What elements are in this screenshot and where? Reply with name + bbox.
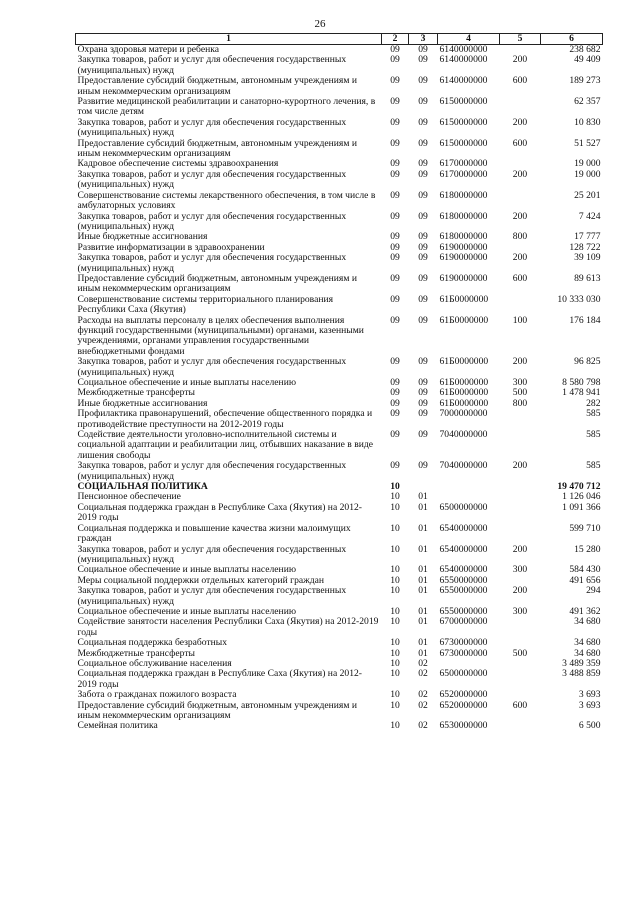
row-amount: 585 (586, 408, 601, 420)
row-subsection-code: 09 (418, 75, 428, 87)
row-section-code: 10 (390, 522, 400, 534)
row-name: Предоставление субсидий бюджетным, автономным учреждениям и иным некоммерческим организациям (77, 699, 357, 721)
header-col-2: 2 (382, 34, 409, 45)
row-expense-type (500, 482, 541, 492)
row-target-article: 6550000000 (439, 574, 488, 586)
row-expense-type: 600 (512, 699, 528, 711)
row-subsection-code: 01 (418, 616, 428, 628)
row-name: Социальное обеспечение и иные выплаты населению (77, 377, 296, 388)
row-section-code: 10 (390, 637, 400, 649)
table-row (76, 669, 603, 690)
row-section-code: 10 (390, 574, 400, 586)
row-subsection-code: 09 (418, 54, 428, 66)
table-row (76, 97, 603, 118)
row-expense-type: 500 (512, 387, 528, 399)
row-amount: 491 362 (569, 605, 601, 617)
row-expense-type: 200 (512, 252, 528, 264)
table-row (76, 721, 603, 731)
row-name: Закупка товаров, работ и услуг для обеспечения государственных (муниципальных) нужд (77, 356, 347, 378)
row-name: Закупка товаров, работ и услуг для обеспечения государственных (муниципальных) нужд (77, 252, 347, 274)
row-expense-type (500, 503, 541, 524)
row-target-article: 6550000000 (439, 585, 488, 597)
row-subsection-code: 09 (418, 96, 428, 108)
row-amount: 6 500 (578, 720, 601, 732)
row-subsection-code: 09 (418, 210, 428, 222)
row-section-code: 09 (390, 44, 400, 55)
row-subsection-code: 01 (418, 522, 428, 534)
row-name: Закупка товаров, работ и услуг для обеспечения государственных (муниципальных) нужд (77, 54, 347, 76)
table-row (76, 139, 603, 160)
row-target-article: 6540000000 (439, 564, 488, 576)
row-subsection-code: 01 (418, 574, 428, 586)
row-amount: 7 424 (578, 210, 601, 222)
row-amount: 3 693 (578, 689, 601, 701)
row-target-article: 7040000000 (439, 460, 488, 472)
row-expense-type (500, 669, 541, 690)
row-name: Социальное обеспечение и иные выплаты населению (77, 564, 296, 576)
row-name: Предоставление субсидий бюджетным, автономным учреждениям и иным некоммерческим организациям (77, 137, 357, 160)
header-col-6: 6 (541, 34, 603, 45)
row-subsection-code: 09 (418, 293, 428, 305)
row-section-code: 10 (390, 481, 400, 493)
row-expense-type: 100 (512, 314, 528, 326)
table-row (76, 212, 603, 233)
row-subsection-code: 02 (418, 699, 428, 711)
row-target-article: 61Б0000000 (439, 397, 489, 409)
row-subsection-code: 09 (418, 356, 428, 368)
row-section-code: 10 (390, 543, 400, 555)
row-name: Пенсионное обеспечение (77, 491, 181, 503)
row-subsection-code: 01 (418, 564, 428, 576)
row-name: Социальная поддержка граждан в Республике Саха (Якутия) на 2012-2019 годы (77, 501, 362, 524)
table-row (76, 701, 603, 722)
row-section-code: 09 (390, 387, 400, 399)
row-target-article: 6500000000 (439, 501, 488, 513)
row-target-article (438, 482, 500, 492)
row-section-code: 09 (390, 293, 400, 305)
row-expense-type: 500 (512, 647, 528, 659)
row-section-code: 09 (390, 429, 400, 441)
row-name: Иные бюджетные ассигнования (77, 231, 208, 243)
row-name: Профилактика правонарушений, обеспечение общественного порядка и противодействие преступности на 2012-2019 годы (77, 408, 373, 430)
row-subsection-code: 02 (418, 689, 428, 701)
row-target-article: 6140000000 (439, 75, 488, 87)
row-target-article: 6540000000 (439, 543, 488, 555)
table-row (76, 430, 603, 461)
row-section-code: 09 (390, 54, 400, 66)
table-header-row (76, 34, 603, 45)
row-amount: 34 680 (574, 637, 601, 649)
row-expense-type (500, 409, 541, 430)
table-row (76, 76, 603, 97)
row-amount: 15 280 (574, 543, 601, 555)
table-row (76, 586, 603, 607)
row-name: Предоставление субсидий бюджетным, автономным учреждениям и иным некоммерческим организациям (77, 75, 357, 97)
row-expense-type (500, 721, 541, 731)
row-expense-type: 800 (512, 397, 528, 409)
row-section-code: 09 (390, 168, 400, 180)
row-section-code: 10 (390, 668, 400, 680)
row-name: Содействие занятости населения Республики Саха (Якутия) на 2012-2019 годы (77, 616, 379, 638)
row-amount: 585 (586, 460, 601, 472)
row-section-code: 09 (390, 75, 400, 87)
row-subsection-code: 02 (418, 720, 428, 732)
row-subsection-code: 01 (418, 501, 428, 513)
row-name: Совершенствование системы территориального планирования Республики Саха (Якутия) (77, 293, 334, 316)
row-section-code: 10 (390, 699, 400, 711)
row-section-code: 10 (390, 491, 400, 503)
row-amount: 176 184 (569, 314, 601, 326)
row-name: Закупка товаров, работ и услуг для обеспечения государственных (муниципальных) нужд (77, 585, 347, 607)
row-name: Забота о гражданах пожилого возраста (77, 689, 237, 701)
row-section-code: 10 (390, 501, 400, 513)
row-amount: 1 478 941 (562, 387, 601, 399)
row-name: Иные бюджетные ассигнования (77, 397, 208, 409)
row-target-article: 6730000000 (439, 647, 488, 659)
row-target-article: 7040000000 (439, 429, 488, 441)
row-section-code: 10 (390, 605, 400, 617)
row-target-article: 6150000000 (439, 96, 488, 108)
row-target-article: 61Б0000000 (439, 314, 489, 326)
row-section-code: 10 (390, 564, 400, 576)
table-row (76, 461, 603, 482)
row-subsection-code: 09 (418, 168, 428, 180)
row-amount: 584 430 (569, 564, 601, 576)
row-expense-type: 800 (512, 231, 528, 243)
row-section-code: 10 (390, 657, 400, 669)
row-amount: 25 201 (574, 189, 601, 201)
row-target-article: 6520000000 (439, 689, 488, 701)
row-name: Социальное обслуживание населения (77, 657, 232, 669)
row-section-code: 10 (390, 720, 400, 732)
row-name: Социальная поддержка граждан в Республике Саха (Якутия) на 2012-2019 годы (77, 668, 362, 690)
row-amount: 62 357 (574, 96, 601, 108)
table-row (76, 503, 603, 524)
row-expense-type: 200 (512, 585, 528, 597)
row-target-article: 6190000000 (439, 241, 488, 253)
row-name: Развитие информатизации в здравоохранении (77, 241, 265, 253)
row-name: Социальная поддержка и повышение качества жизни малоимущих граждан (77, 522, 351, 545)
row-target-article: 6550000000 (439, 605, 488, 617)
row-target-article: 7000000000 (439, 408, 488, 420)
header-col-1: 1 (76, 34, 382, 45)
row-expense-type: 200 (512, 168, 528, 180)
row-section-code: 10 (390, 585, 400, 597)
row-expense-type: 200 (512, 210, 528, 222)
row-section-code: 09 (390, 397, 400, 409)
row-subsection-code: 09 (418, 189, 428, 201)
table-row (76, 316, 603, 358)
row-name: Содействие деятельности уголовно-исполнительной системы и социальной адаптации и реабилитации лиц, отбывших наказание в виде лишения свободы (77, 429, 373, 461)
row-target-article: 6150000000 (439, 116, 488, 128)
row-amount: 34 680 (574, 616, 601, 628)
row-target-article: 61Б0000000 (439, 387, 489, 399)
row-target-article: 6190000000 (439, 252, 488, 264)
row-target-article: 6180000000 (439, 189, 488, 201)
row-target-article: 6730000000 (439, 637, 488, 649)
row-subsection-code: 02 (418, 668, 428, 680)
page-number: 26 (314, 18, 326, 30)
row-target-article: 6180000000 (439, 210, 488, 222)
row-name: Предоставление субсидий бюджетным, автономным учреждениям и иным некоммерческим организациям (77, 272, 357, 295)
row-target-article: 6170000000 (439, 158, 488, 170)
row-section-code: 09 (390, 210, 400, 222)
row-target-article: 6180000000 (439, 231, 488, 243)
row-amount: 34 680 (574, 647, 601, 659)
row-name: Межбюджетные трансферты (77, 387, 195, 399)
row-amount: 96 825 (574, 356, 601, 368)
row-name: Социальное обеспечение и иные выплаты населению (77, 605, 296, 617)
table-row (76, 191, 603, 212)
row-expense-type: 600 (512, 137, 528, 149)
row-name: Кадровое обеспечение системы здравоохранения (77, 158, 279, 170)
row-expense-type: 200 (512, 116, 528, 128)
row-amount: 39 109 (574, 252, 601, 264)
row-target-article: 6170000000 (439, 168, 488, 180)
row-target-article: 6540000000 (439, 522, 488, 534)
row-subsection-code: 09 (418, 460, 428, 472)
row-name: СОЦИАЛЬНАЯ ПОЛИТИКА (77, 481, 208, 493)
row-section-code: 09 (390, 137, 400, 149)
row-amount: 89 613 (574, 272, 601, 284)
row-target-article: 61Б0000000 (439, 293, 489, 305)
row-subsection-code: 09 (418, 387, 428, 399)
row-expense-type (500, 617, 541, 638)
row-expense-type (500, 191, 541, 212)
row-subsection-code: 09 (418, 44, 428, 55)
row-expense-type (500, 295, 541, 316)
row-subsection-code: 09 (418, 231, 428, 243)
row-expense-type (500, 524, 541, 545)
row-subsection-code: 01 (418, 543, 428, 555)
row-amount: 3 693 (578, 699, 601, 711)
row-subsection-code: 09 (418, 116, 428, 128)
table-row (76, 170, 603, 191)
table-row (76, 545, 603, 566)
row-section-code: 09 (390, 408, 400, 420)
row-subsection-code: 09 (418, 252, 428, 264)
row-expense-type (500, 97, 541, 118)
table-row (76, 55, 603, 76)
table-row (76, 357, 603, 378)
row-target-article: 6140000000 (439, 44, 488, 55)
table-row (76, 295, 603, 316)
table-row (76, 409, 603, 430)
row-subsection-code: 09 (418, 314, 428, 326)
row-expense-type: 300 (512, 564, 528, 576)
row-expense-type: 300 (512, 605, 528, 617)
row-subsection-code: 02 (418, 657, 428, 669)
row-expense-type: 200 (512, 54, 528, 66)
row-amount: 3 488 859 (562, 668, 601, 680)
row-section-code: 09 (390, 356, 400, 368)
row-amount: 1 091 366 (562, 501, 601, 513)
row-subsection-code: 09 (418, 429, 428, 441)
row-expense-type (500, 430, 541, 461)
row-section-code: 09 (390, 231, 400, 243)
row-name: Закупка товаров, работ и услуг для обеспечения государственных (муниципальных) нужд (77, 210, 347, 232)
header-col-4: 4 (438, 34, 500, 45)
row-name: Семейная политика (77, 720, 158, 732)
table-row (76, 253, 603, 274)
row-expense-type: 600 (512, 75, 528, 87)
row-target-article: 6150000000 (439, 137, 488, 149)
row-subsection-code: 01 (418, 647, 428, 659)
row-target-article: 6190000000 (439, 272, 488, 284)
table-row (76, 524, 603, 545)
row-target-article: 6520000000 (439, 699, 488, 711)
row-name: Совершенствование системы лекарственного обеспечения, в том числе в амбулаторных условиях (77, 189, 376, 212)
header-col-5: 5 (500, 34, 541, 45)
row-subsection-code: 01 (418, 605, 428, 617)
row-amount: 3 489 359 (562, 657, 601, 669)
row-section-code: 10 (390, 616, 400, 628)
row-section-code: 09 (390, 158, 400, 170)
row-target-article: 61Б0000000 (439, 377, 489, 388)
row-expense-type: 300 (512, 377, 528, 388)
row-target-article: 6140000000 (439, 54, 488, 66)
row-subsection-code: 09 (418, 408, 428, 420)
row-section-code: 10 (390, 689, 400, 701)
row-name: Меры социальной поддержки отдельных категорий граждан (77, 574, 325, 586)
row-section-code: 10 (390, 647, 400, 659)
row-amount: 294 (586, 585, 601, 597)
row-section-code: 09 (390, 96, 400, 108)
row-amount: 238 682 (569, 44, 601, 55)
row-name: Закупка товаров, работ и услуг для обеспечения государственных (муниципальных) нужд (77, 168, 347, 191)
row-amount: 19 000 (574, 168, 601, 180)
row-expense-type (500, 659, 541, 669)
row-expense-type: 600 (512, 272, 528, 284)
row-name: Межбюджетные трансферты (77, 647, 195, 659)
row-name: Расходы на выплаты персоналу в целях обеспечения выполнения функций государственными (муниципальными) органами, казенными учреждениями, органами управления государственными внебюджетными фондами (77, 314, 364, 357)
row-expense-type (500, 492, 541, 502)
row-amount: 585 (586, 429, 601, 441)
row-name: Социальная поддержка безработных (77, 637, 228, 649)
table-body (76, 45, 603, 732)
row-section-code: 09 (390, 241, 400, 253)
row-subsection-code: 01 (418, 491, 428, 503)
row-amount: 10 333 030 (557, 293, 601, 305)
row-amount: 599 710 (569, 522, 601, 534)
row-amount: 128 722 (569, 241, 601, 253)
row-subsection-code: 09 (418, 272, 428, 284)
table-row (76, 617, 603, 638)
table-row (76, 638, 603, 648)
row-section-code: 09 (390, 272, 400, 284)
row-amount: 51 527 (574, 137, 601, 149)
row-section-code: 09 (390, 189, 400, 201)
row-subsection-code: 09 (418, 137, 428, 149)
row-amount: 49 409 (574, 54, 601, 66)
row-expense-type: 200 (512, 460, 528, 472)
row-amount: 8 580 798 (562, 377, 601, 388)
table-row (76, 118, 603, 139)
row-amount: 282 (586, 397, 601, 409)
row-amount: 10 830 (574, 116, 601, 128)
row-target-article: 6530000000 (439, 720, 488, 732)
row-subsection-code: 09 (418, 377, 428, 388)
table-row (76, 274, 603, 295)
row-target-article: 6500000000 (439, 668, 488, 680)
row-section-code: 09 (390, 377, 400, 388)
row-name: Закупка товаров, работ и услуг для обеспечения государственных (муниципальных) нужд (77, 543, 347, 565)
row-amount: 19 000 (574, 158, 601, 170)
row-amount: 1 126 046 (562, 491, 601, 503)
header-col-3: 3 (409, 34, 438, 45)
row-amount: 19 470 712 (557, 481, 601, 493)
row-section-code: 09 (390, 252, 400, 264)
row-subsection-code: 01 (418, 637, 428, 649)
row-name: Развитие медицинской реабилитации и санаторно-курортного лечения, в том числе детям (77, 96, 376, 118)
row-section-code: 09 (390, 460, 400, 472)
row-name: Охрана здоровья матери и ребенка (77, 44, 219, 55)
row-subsection-code: 01 (418, 585, 428, 597)
row-expense-type (500, 638, 541, 648)
row-expense-type: 200 (512, 543, 528, 555)
row-amount: 17 777 (574, 231, 601, 243)
row-amount: 189 273 (569, 75, 601, 87)
row-amount: 491 656 (569, 574, 601, 586)
row-section-code: 09 (390, 314, 400, 326)
row-target-article: 6700000000 (439, 616, 488, 628)
row-name: Закупка товаров, работ и услуг для обеспечения государственных (муниципальных) нужд (77, 116, 347, 139)
row-expense-type: 200 (512, 356, 528, 368)
row-subsection-code: 09 (418, 158, 428, 170)
row-subsection-code: 09 (418, 241, 428, 253)
row-section-code: 09 (390, 116, 400, 128)
row-subsection-code: 09 (418, 397, 428, 409)
row-name: Закупка товаров, работ и услуг для обеспечения государственных (муниципальных) нужд (77, 460, 347, 482)
budget-table (75, 33, 603, 732)
row-target-article: 61Б0000000 (439, 356, 489, 368)
